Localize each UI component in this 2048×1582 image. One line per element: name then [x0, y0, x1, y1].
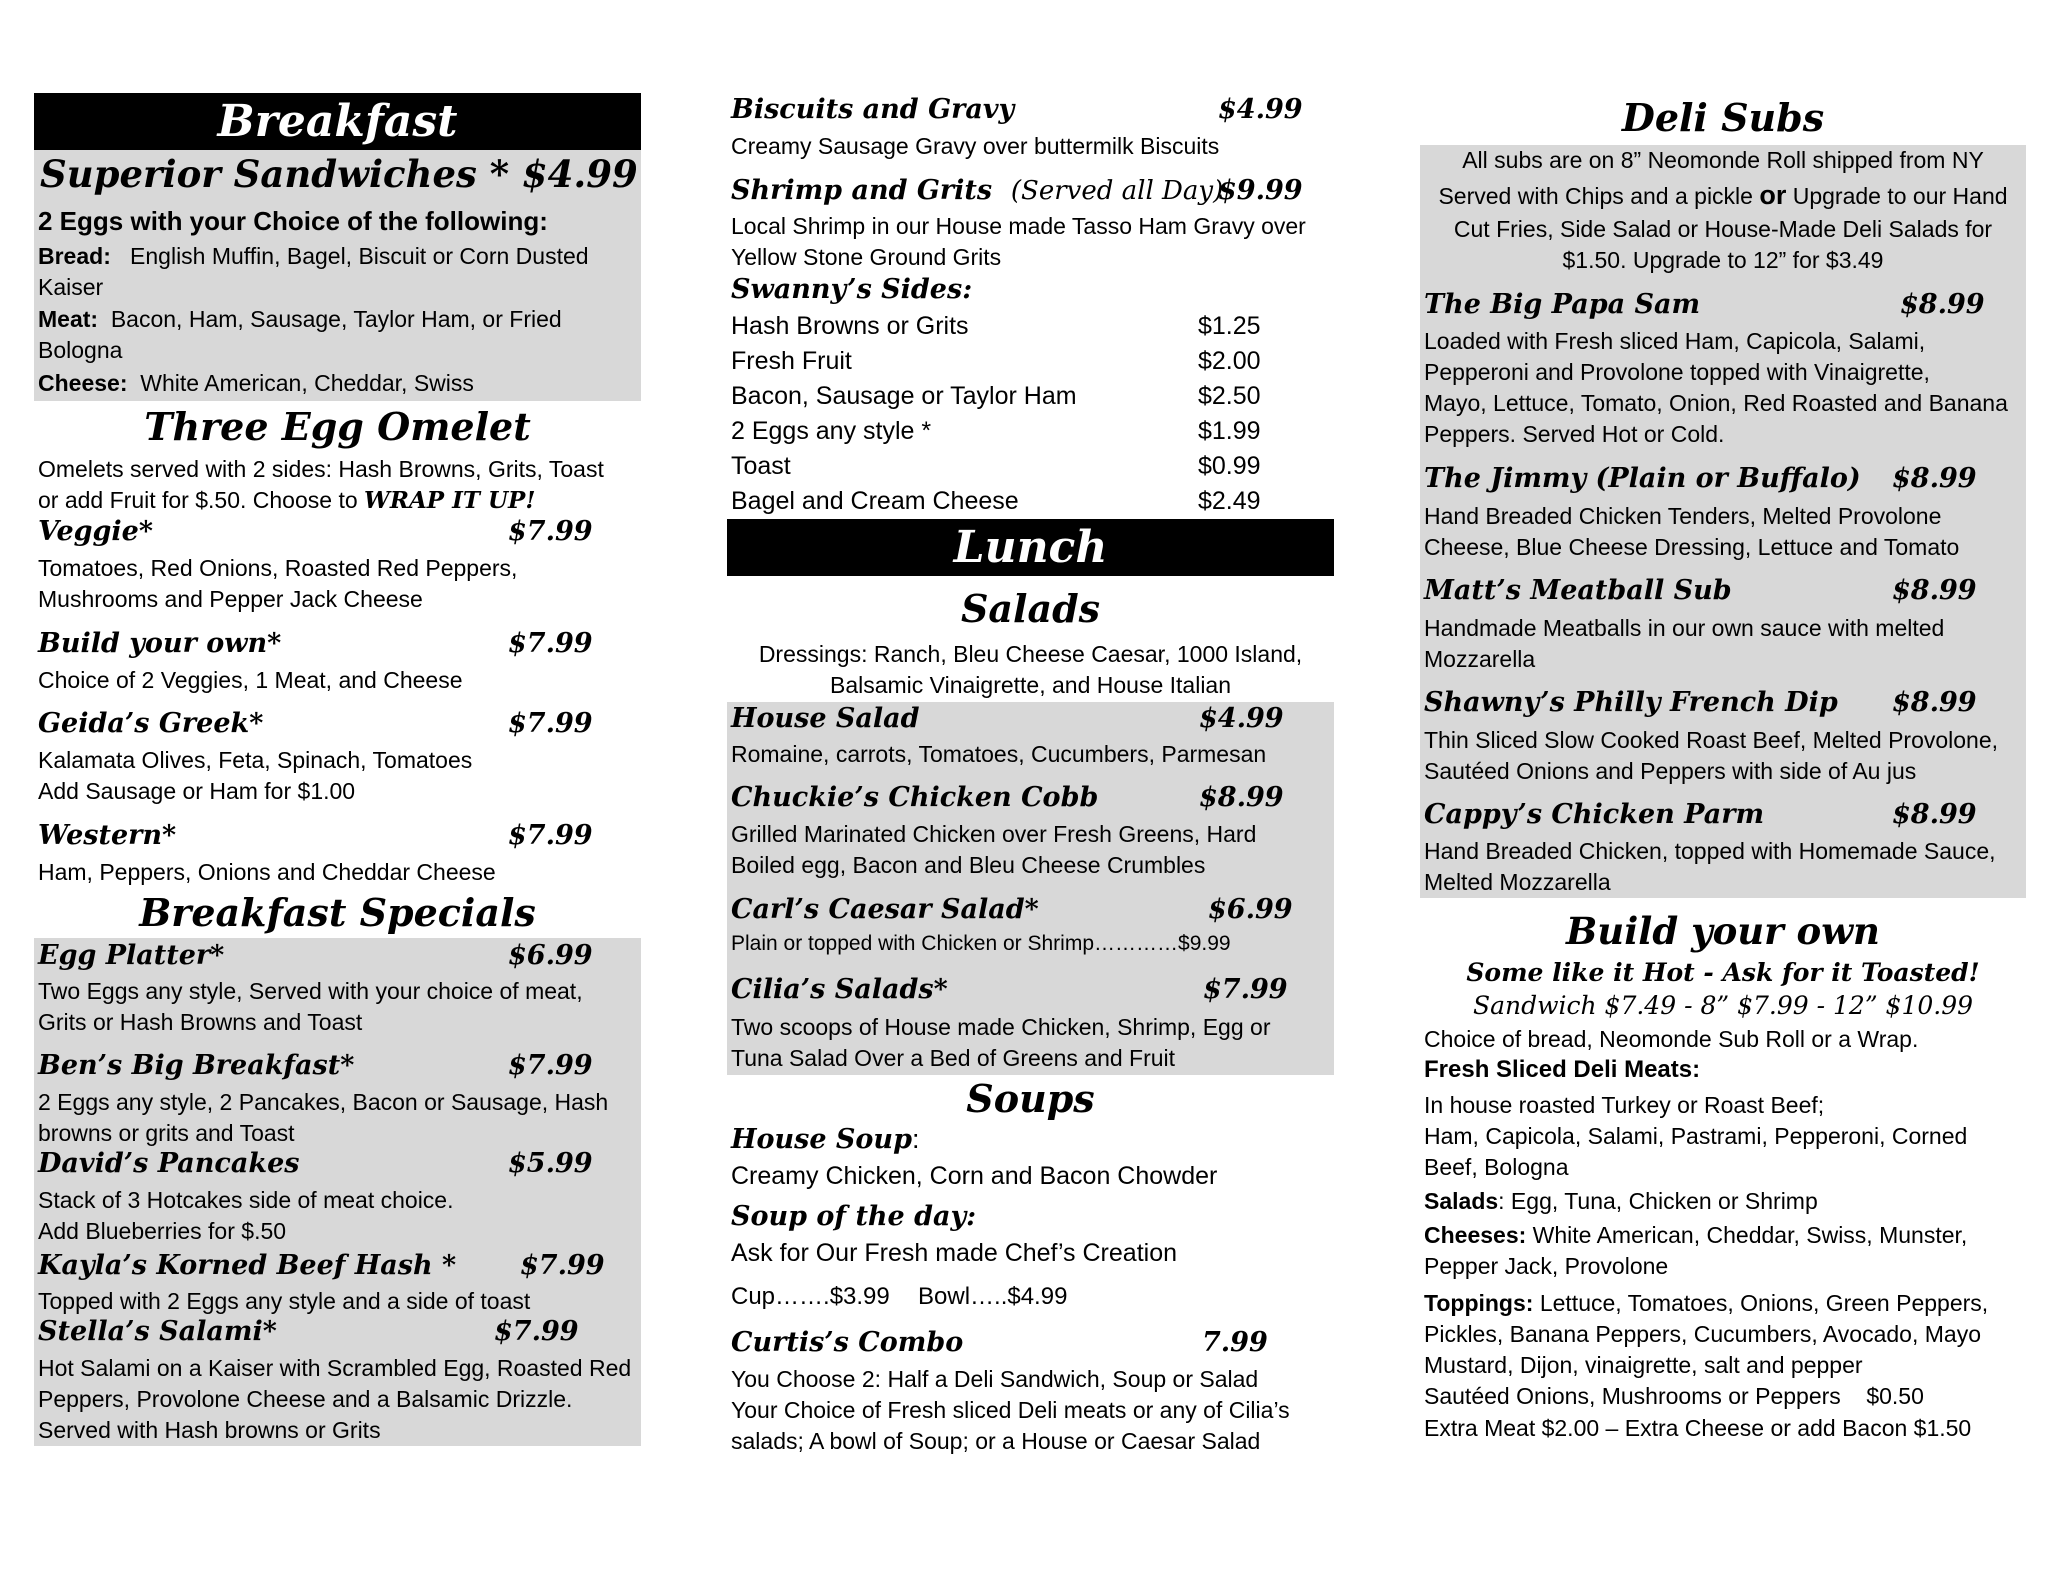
meat-text: Bacon, Ham, Sausage, Taylor Ham, or Fried [110, 306, 562, 332]
menu-item-desc: Peppers, Provolone Cheese and a Balsamic Drizzle. [38, 1386, 573, 1412]
build-toppings-4: Sautéed Onions, Mushrooms or Peppers $0.50 [1424, 1383, 1924, 1409]
menu-item-name: Western* [38, 820, 177, 851]
curtis-combo-desc: salads; A bowl of Soup; or a House or Caesar Salad [731, 1428, 1261, 1454]
lunch-header-text: Lunch [953, 522, 1108, 573]
menu-item-desc: Ham, Peppers, Onions and Cheddar Cheese [38, 859, 496, 885]
build-toppings-2: Pickles, Banana Peppers, Cucumbers, Avocado, Mayo [1424, 1321, 1981, 1347]
superior-sandwiches-title: Superior Sandwiches * $4.99 [40, 152, 638, 196]
breakfast-header [34, 93, 641, 150]
omelet-desc-2 [38, 485, 535, 516]
build-toppings [1424, 1288, 1988, 1319]
bread-line-2: Kaiser [38, 274, 104, 300]
menu-item-name: The Jimmy (Plain or Buffalo) [1424, 463, 1861, 494]
menu-item-desc: Tomatoes, Red Onions, Roasted Red Peppers, [38, 555, 518, 581]
menu-item-name: Veggie* [38, 516, 153, 547]
build-salads-text: : Egg, Tuna, Chicken or Shrimp [1498, 1188, 1818, 1214]
menu-item-price: $7.99 [1203, 974, 1288, 1005]
menu-item-price: $6.99 [508, 940, 593, 971]
menu-item-name: Carl’s Caesar Salad* [731, 894, 1039, 925]
meat-line [38, 304, 562, 335]
build-your-own-title: Build your own [1566, 909, 1880, 953]
curtis-combo-name: Curtis’s Combo [731, 1327, 964, 1358]
build-salads [1424, 1186, 1818, 1217]
shrimp-grits-name [731, 175, 1223, 206]
menu-item-desc: Sautéed Onions and Peppers with side of Au jus [1424, 758, 1917, 784]
menu-item-desc: Plain or topped with Chicken or Shrimp…………$9.99 [731, 932, 1231, 955]
side-price: $2.49 [1198, 487, 1261, 515]
bread-text: English Muffin, Bagel, Biscuit or Corn Dusted [130, 243, 589, 269]
menu-item-name: David’s Pancakes [38, 1148, 300, 1179]
menu-item-desc: Grilled Marinated Chicken over Fresh Greens, Hard [731, 821, 1257, 847]
deli-intro-1: All subs are on 8” Neomonde Roll shipped from NY [1462, 147, 1984, 173]
deli-intro-4: $1.50. Upgrade to 12” for $3.49 [1562, 247, 1884, 273]
side-item: 2 Eggs any style * [731, 417, 932, 445]
menu-item-desc: 2 Eggs any style, 2 Pancakes, Bacon or Sausage, Hash [38, 1089, 609, 1115]
build-meats-1: In house roasted Turkey or Roast Beef; [1424, 1092, 1825, 1118]
menu-item-price: $7.99 [520, 1250, 605, 1281]
menu-item-name: Matt’s Meatball Sub [1424, 575, 1732, 606]
deli-intro-3: Cut Fries, Side Salad or House-Made Deli Salads for [1453, 216, 1993, 242]
menu-item-price: $8.99 [1900, 289, 1985, 320]
deli-subs-title: Deli Subs [1621, 95, 1825, 140]
menu-item-desc: Kalamata Olives, Feta, Spinach, Tomatoes [38, 747, 473, 773]
shrimp-grits-note: (Served all Day) [1010, 176, 1224, 206]
menu-item-desc: Mozzarella [1424, 646, 1536, 672]
side-item: Bagel and Cream Cheese [731, 487, 1019, 515]
menu-item-desc: Pepperoni and Provolone topped with Vinaigrette, [1424, 359, 1930, 385]
menu-item-desc: Hand Breaded Chicken, topped with Homemade Sauce, [1424, 838, 1996, 864]
meat-line-2: Bologna [38, 337, 123, 363]
omelet-title: Three Egg Omelet [144, 404, 531, 449]
salad-dressings-1: Dressings: Ranch, Bleu Cheese Caesar, 1000 Island, [758, 641, 1303, 667]
biscuits-gravy-name: Biscuits and Gravy [731, 94, 1015, 125]
house-soup-title: House Soup [731, 1124, 912, 1155]
menu-item-price: $4.99 [1199, 703, 1284, 734]
menu-item-desc: Loaded with Fresh sliced Ham, Capicola, Salami, [1424, 328, 1926, 354]
menu-item-name: Geida’s Greek* [38, 708, 264, 739]
soup-of-day-label: Soup of the day: [731, 1201, 977, 1232]
side-item: Toast [731, 452, 791, 480]
build-toppings-label: Toppings: [1424, 1290, 1534, 1316]
wrap-it-up: WRAP IT UP! [364, 487, 536, 514]
menu-item-name: Egg Platter* [38, 940, 225, 971]
menu-item-name: The Big Papa Sam [1424, 289, 1701, 320]
menu-item-price: $6.99 [1208, 894, 1293, 925]
menu-item-price: $8.99 [1892, 463, 1977, 494]
menu-item-name: Chuckie’s Chicken Cobb [731, 782, 1099, 813]
menu-item-price: $7.99 [508, 516, 593, 547]
superior-sandwiches-subtitle: 2 Eggs with your Choice of the following: [38, 206, 548, 236]
menu-item-desc: Cheese, Blue Cheese Dressing, Lettuce and Tomato [1424, 534, 1960, 560]
bread-line [38, 241, 589, 272]
soup-bowl-price: Bowl…..$4.99 [918, 1283, 1068, 1310]
menu-item-desc: Mayo, Lettuce, Tomato, Onion, Red Roasted and Banana [1424, 390, 2008, 416]
menu-item-desc: Tuna Salad Over a Bed of Greens and Fruit [731, 1045, 1176, 1071]
menu-item-desc: Two Eggs any style, Served with your choice of meat, [38, 978, 583, 1004]
menu-item-name: Build your own* [38, 628, 282, 659]
shrimp-grits-title: Shrimp and Grits [731, 175, 993, 206]
cheese-text: White American, Cheddar, Swiss [140, 370, 474, 396]
build-meats-label: Fresh Sliced Deli Meats: [1424, 1056, 1701, 1083]
house-soup-colon: : [911, 1124, 920, 1154]
menu-item-price: $7.99 [508, 628, 593, 659]
menu-item-price: $8.99 [1892, 799, 1977, 830]
menu-item-name: House Salad [731, 703, 920, 734]
salads-title: Salads [960, 586, 1101, 631]
menu-item-desc: Romaine, carrots, Tomatoes, Cucumbers, Parmesan [731, 741, 1267, 767]
build-cheeses [1424, 1220, 1967, 1251]
menu-item-price: $8.99 [1199, 782, 1284, 813]
build-meats-2: Ham, Capicola, Salami, Pastrami, Pepperoni, Corned [1424, 1123, 1968, 1149]
deli-intro-2c: Upgrade to our Hand [1786, 183, 2008, 209]
menu-item-desc: Peppers. Served Hot or Cold. [1424, 421, 1725, 447]
shrimp-grits-desc: Local Shrimp in our House made Tasso Ham Gravy over [731, 213, 1306, 239]
cheese-label: Cheese: [38, 370, 128, 396]
shrimp-grits-desc: Yellow Stone Ground Grits [731, 244, 1002, 270]
shrimp-grits-price: $9.99 [1218, 175, 1303, 206]
menu-item-desc: Choice of 2 Veggies, 1 Meat, and Cheese [38, 667, 463, 693]
side-price: $0.99 [1198, 452, 1261, 480]
omelet-desc-2a: or add Fruit for $.50. Choose to [38, 487, 365, 513]
build-choice: Choice of bread, Neomonde Sub Roll or a Wrap. [1424, 1026, 1919, 1052]
side-price: $1.99 [1198, 417, 1261, 445]
side-item: Bacon, Sausage or Taylor Ham [731, 382, 1077, 410]
lunch-header [727, 519, 1334, 576]
omelet-desc-1: Omelets served with 2 sides: Hash Browns, Grits, Toast [38, 456, 604, 482]
menu-item-desc: Mushrooms and Pepper Jack Cheese [38, 586, 423, 612]
curtis-combo-price: 7.99 [1202, 1327, 1268, 1358]
menu-item-desc: Topped with 2 Eggs any style and a side of toast [38, 1288, 531, 1314]
side-price: $1.25 [1198, 312, 1261, 340]
build-salads-label: Salads [1424, 1188, 1499, 1214]
menu-item-desc: Handmade Meatballs in our own sauce with melted [1424, 615, 1945, 641]
side-item: Fresh Fruit [731, 347, 852, 375]
menu-item-price: $7.99 [508, 820, 593, 851]
salad-dressings-2: Balsamic Vinaigrette, and House Italian [829, 672, 1232, 698]
biscuits-gravy-desc: Creamy Sausage Gravy over buttermilk Biscuits [731, 133, 1220, 159]
build-cheeses-label: Cheeses: [1424, 1222, 1527, 1248]
menu-item-price: $7.99 [508, 708, 593, 739]
curtis-combo-desc: You Choose 2: Half a Deli Sandwich, Soup or Salad [731, 1366, 1259, 1392]
menu-item-price: $7.99 [494, 1316, 579, 1347]
deli-intro-2a: Served with Chips and a pickle [1438, 183, 1760, 209]
menu-item-price: $7.99 [508, 1050, 593, 1081]
menu-item-name: Cilia’s Salads* [731, 974, 948, 1005]
menu-item-name: Shawny’s Philly French Dip [1424, 687, 1838, 718]
build-cheeses-2: Pepper Jack, Provolone [1424, 1253, 1669, 1279]
soup-cup-price: Cup…….$3.99 [731, 1283, 890, 1310]
menu-item-desc: Two scoops of House made Chicken, Shrimp, Egg or [731, 1014, 1271, 1040]
breakfast-specials-title: Breakfast Specials [139, 890, 536, 935]
build-prices: Sandwich $7.49 - 8” $7.99 - 12” $10.99 [1472, 991, 1974, 1020]
menu-item-price: $5.99 [508, 1148, 593, 1179]
menu-item-price: $8.99 [1892, 687, 1977, 718]
menu-item-desc: Add Sausage or Ham for $1.00 [38, 778, 356, 804]
biscuits-gravy-price: $4.99 [1218, 94, 1303, 125]
build-tagline: Some like it Hot - Ask for it Toasted! [1466, 958, 1980, 987]
house-soup-label [731, 1124, 919, 1155]
build-toppings-text: Lettuce, Tomatoes, Onions, Green Peppers, [1533, 1290, 1989, 1316]
meat-label: Meat: [38, 306, 99, 332]
menu-item-desc: Hot Salami on a Kaiser with Scrambled Egg, Roasted Red [38, 1355, 632, 1381]
menu-item-name: Kayla’s Korned Beef Hash * [38, 1250, 457, 1281]
build-meats-3: Beef, Bologna [1424, 1154, 1569, 1180]
cheese-line [38, 368, 474, 399]
deli-intro-or: or [1759, 180, 1787, 210]
deli-intro-2 [1420, 180, 2026, 212]
side-price: $2.00 [1198, 347, 1261, 375]
build-toppings-3: Mustard, Dijon, vinaigrette, salt and pepper [1424, 1352, 1863, 1378]
menu-item-desc: Hand Breaded Chicken Tenders, Melted Provolone [1424, 503, 1942, 529]
menu-item-desc: Melted Mozzarella [1424, 869, 1611, 895]
curtis-combo-desc: Your Choice of Fresh sliced Deli meats or any of Cilia’s [731, 1397, 1290, 1423]
menu-item-price: $8.99 [1892, 575, 1977, 606]
swanny-sides-title: Swanny’s Sides: [731, 274, 973, 305]
menu-item-desc: Grits or Hash Browns and Toast [38, 1009, 363, 1035]
menu-item-name: Stella’s Salami* [38, 1316, 277, 1347]
soups-title: Soups [966, 1076, 1095, 1121]
side-price: $2.50 [1198, 382, 1261, 410]
bread-label: Bread: [38, 243, 111, 269]
side-item: Hash Browns or Grits [731, 312, 969, 340]
menu-item-desc: Thin Sliced Slow Cooked Roast Beef, Melted Provolone, [1424, 727, 1999, 753]
menu-item-desc: Served with Hash browns or Grits [38, 1417, 381, 1443]
house-soup-desc: Creamy Chicken, Corn and Bacon Chowder [731, 1162, 1218, 1190]
soup-of-day-desc: Ask for Our Fresh made Chef’s Creation [731, 1239, 1177, 1267]
menu-item-desc: Boiled egg, Bacon and Bleu Cheese Crumbles [731, 852, 1206, 878]
menu-item-desc: Add Blueberries for $.50 [38, 1218, 287, 1244]
breakfast-header-text: Breakfast [217, 96, 458, 147]
menu-item-name: Cappy’s Chicken Parm [1424, 799, 1765, 830]
menu-item-desc: browns or grits and Toast [38, 1120, 295, 1146]
menu-item-desc: Stack of 3 Hotcakes side of meat choice. [38, 1187, 454, 1213]
build-cheeses-text: White American, Cheddar, Swiss, Munster, [1526, 1222, 1968, 1248]
menu-item-name: Ben’s Big Breakfast* [38, 1050, 355, 1081]
build-extras: Extra Meat $2.00 – Extra Cheese or add Bacon $1.50 [1424, 1415, 1972, 1441]
